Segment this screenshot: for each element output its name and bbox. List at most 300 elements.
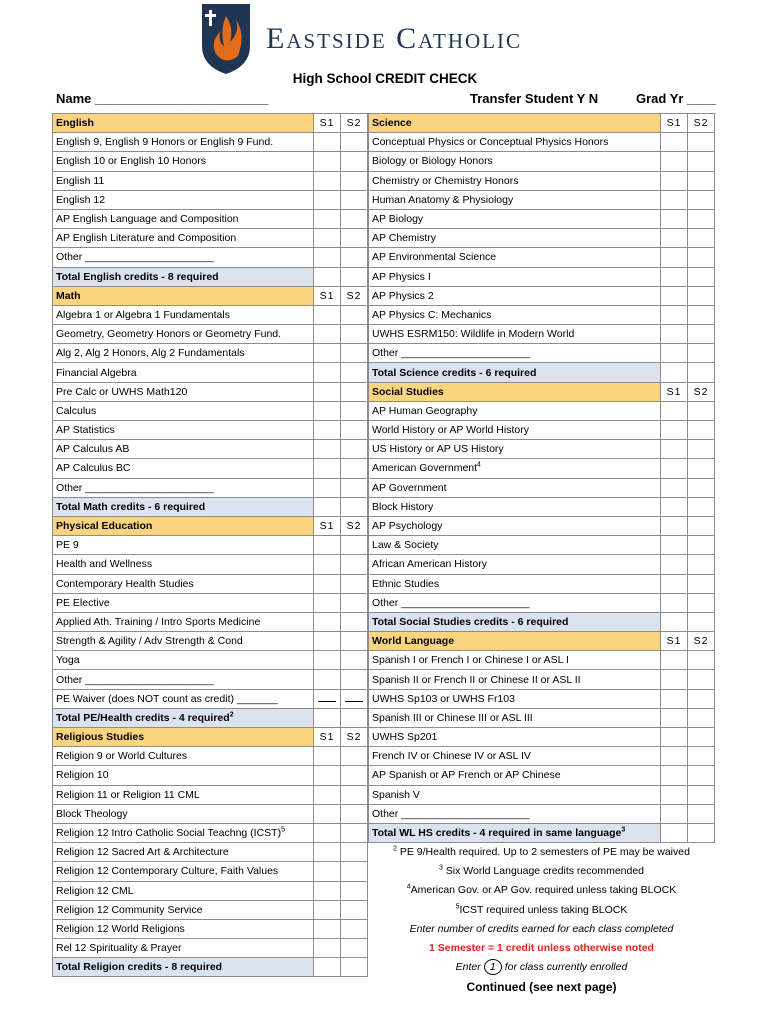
- social-section-header: [369, 382, 715, 401]
- course-row: [53, 670, 368, 689]
- course-name: AP English Literature and Composition: [56, 232, 237, 245]
- left-credit-table: [52, 113, 368, 977]
- course-row: [53, 632, 368, 651]
- semester-s2-cell[interactable]: [688, 171, 715, 190]
- semester-s2-cell[interactable]: [688, 516, 715, 535]
- course-name: AP Environmental Science: [372, 251, 497, 264]
- semester-s2-cell[interactable]: [341, 900, 368, 919]
- science-section-title: Science: [369, 114, 661, 133]
- semester-s1-cell[interactable]: [314, 190, 341, 209]
- pe-total-row: [53, 708, 368, 727]
- semester-s2-cell[interactable]: [688, 286, 715, 305]
- right-credit-table: [368, 113, 715, 843]
- course-label: [369, 689, 661, 708]
- course-row: [369, 325, 715, 344]
- semester-s1-cell[interactable]: [314, 708, 341, 727]
- course-label: [53, 325, 314, 344]
- semester-s1-cell[interactable]: [661, 823, 688, 842]
- semester-s1-cell[interactable]: [661, 574, 688, 593]
- semester-s1-cell[interactable]: [314, 804, 341, 823]
- course-row: [53, 785, 368, 804]
- semester-s1-cell[interactable]: [314, 689, 341, 708]
- semester-s1-cell[interactable]: [314, 305, 341, 324]
- course-label: [369, 267, 661, 286]
- course-label: [369, 728, 661, 747]
- semester-s1-cell[interactable]: [314, 382, 341, 401]
- course-name: Religion 12 Sacred Art & Architecture: [56, 846, 229, 859]
- semester-s2-cell[interactable]: [341, 401, 368, 420]
- course-row: [53, 823, 368, 842]
- course-row: [369, 728, 715, 747]
- semester-s1-cell[interactable]: [314, 919, 341, 938]
- semester-s2-cell[interactable]: [341, 823, 368, 842]
- course-label: [53, 363, 314, 382]
- semester-s1-cell[interactable]: [314, 171, 341, 190]
- course-label: [369, 766, 661, 785]
- circled-number: 1: [484, 959, 502, 975]
- semester-s1-header: S1: [314, 728, 341, 747]
- course-label: [53, 133, 314, 152]
- course-label: [53, 209, 314, 228]
- course-label: [369, 747, 661, 766]
- course-name: Pre Calc or UWHS Math120: [56, 385, 188, 398]
- course-name: Block History: [372, 500, 434, 513]
- semester-s1-cell[interactable]: [314, 670, 341, 689]
- semester-s2-cell[interactable]: [688, 708, 715, 727]
- course-label: [53, 421, 314, 440]
- semester-s1-cell[interactable]: [314, 209, 341, 228]
- semester-s2-cell[interactable]: [341, 478, 368, 497]
- footnotes: [368, 843, 715, 977]
- course-name: Geometry, Geometry Honors or Geometry Fund.: [56, 328, 282, 341]
- waiver-dash: [318, 692, 336, 702]
- semester-s2-cell[interactable]: [341, 363, 368, 382]
- course-name: Spanish V: [372, 788, 420, 801]
- semester-s2-cell[interactable]: [341, 421, 368, 440]
- semester-s2-cell[interactable]: [688, 497, 715, 516]
- course-name: AP Human Geography: [372, 404, 478, 417]
- course-name: English 9, English 9 Honors or English 9 Fund.: [56, 136, 274, 149]
- semester-s1-cell[interactable]: [314, 612, 341, 631]
- course-name: AP Chemistry: [372, 232, 436, 245]
- semester-s1-cell[interactable]: [661, 401, 688, 420]
- semester-s1-cell[interactable]: [314, 440, 341, 459]
- course-row: [53, 382, 368, 401]
- semester-s1-cell[interactable]: [661, 152, 688, 171]
- semester-s1-cell[interactable]: [661, 171, 688, 190]
- course-label: [53, 919, 314, 938]
- semester-s1-cell[interactable]: [314, 900, 341, 919]
- course-row: [53, 440, 368, 459]
- semester-s1-cell[interactable]: [661, 766, 688, 785]
- course-label: [369, 152, 661, 171]
- semester-s2-cell[interactable]: [688, 421, 715, 440]
- semester-s1-cell[interactable]: [661, 440, 688, 459]
- semester-s1-cell[interactable]: [314, 555, 341, 574]
- total-text: Total Math credits - 6 required: [56, 500, 206, 513]
- semester-s2-header: S2: [688, 382, 715, 401]
- semester-s2-cell[interactable]: [341, 440, 368, 459]
- semester-s1-cell[interactable]: [314, 939, 341, 958]
- course-row: [53, 344, 368, 363]
- course-label: [53, 305, 314, 324]
- course-row: [369, 267, 715, 286]
- semester-s2-cell[interactable]: [341, 804, 368, 823]
- semester-s2-cell[interactable]: [341, 459, 368, 478]
- semester-s1-cell[interactable]: [661, 133, 688, 152]
- semester-s1-cell[interactable]: [314, 497, 341, 516]
- course-label: [369, 804, 661, 823]
- semester-s1-cell[interactable]: [661, 459, 688, 478]
- semester-s2-cell[interactable]: [688, 248, 715, 267]
- semester-s2-cell[interactable]: [341, 305, 368, 324]
- semester-s1-cell[interactable]: [661, 670, 688, 689]
- course-row: [369, 133, 715, 152]
- semester-s2-cell[interactable]: [688, 305, 715, 324]
- semester-s2-cell[interactable]: [341, 843, 368, 862]
- semester-s2-header: S2: [341, 286, 368, 305]
- semester-s2-cell[interactable]: [688, 555, 715, 574]
- semester-s1-cell[interactable]: [661, 804, 688, 823]
- course-name: UWHS Sp201: [372, 731, 438, 744]
- course-row: [53, 133, 368, 152]
- semester-s2-cell[interactable]: [341, 593, 368, 612]
- semester-s2-cell[interactable]: [341, 689, 368, 708]
- semester-s2-cell[interactable]: [341, 958, 368, 977]
- course-label: [53, 881, 314, 900]
- semester-s2-cell[interactable]: [688, 152, 715, 171]
- semester-s1-cell[interactable]: [661, 728, 688, 747]
- semester-s1-cell[interactable]: [314, 248, 341, 267]
- course-row: [53, 401, 368, 420]
- course-row: [369, 478, 715, 497]
- course-label: [369, 171, 661, 190]
- course-name: Conceptual Physics or Conceptual Physics Honors: [372, 136, 609, 149]
- semester-s1-cell[interactable]: [661, 229, 688, 248]
- course-label: [369, 421, 661, 440]
- semester-s2-cell[interactable]: [688, 823, 715, 842]
- semester-s2-cell[interactable]: [341, 209, 368, 228]
- religion-section-title: Religious Studies: [53, 728, 314, 747]
- course-label: [53, 939, 314, 958]
- semester-s1-cell[interactable]: [661, 516, 688, 535]
- course-row: [53, 152, 368, 171]
- semester-s1-cell[interactable]: [314, 651, 341, 670]
- semester-s1-cell[interactable]: [314, 325, 341, 344]
- semester-s1-cell[interactable]: [661, 651, 688, 670]
- semester-s1-cell[interactable]: [661, 612, 688, 631]
- note-pe: $^2$ PE 9/Health required. Up to 2 semesters of PE may be waived: [393, 845, 690, 858]
- semester-s2-cell[interactable]: [688, 766, 715, 785]
- semester-s2-cell[interactable]: [341, 919, 368, 938]
- course-label: [53, 382, 314, 401]
- semester-s2-cell[interactable]: [341, 497, 368, 516]
- course-name: AP Physics 2: [372, 289, 434, 302]
- semester-s2-cell[interactable]: [341, 574, 368, 593]
- semester-s1-cell[interactable]: [661, 478, 688, 497]
- semester-s1-cell[interactable]: [661, 593, 688, 612]
- social-section-title: Social Studies: [369, 382, 661, 401]
- course-row: [369, 689, 715, 708]
- language-total-label: [369, 823, 661, 842]
- semester-s2-header: S2: [341, 516, 368, 535]
- semester-s2-cell[interactable]: [688, 229, 715, 248]
- semester-s1-cell[interactable]: [661, 305, 688, 324]
- note-enrolled: Enter 1 for class currently enrolled: [455, 961, 628, 974]
- english-total-label: [53, 267, 314, 286]
- semester-s1-cell[interactable]: [661, 421, 688, 440]
- course-row: [53, 919, 368, 938]
- semester-s2-cell[interactable]: [688, 536, 715, 555]
- course-label: [53, 900, 314, 919]
- semester-s1-cell[interactable]: [314, 881, 341, 900]
- waiver-dash: [345, 692, 363, 702]
- semester-s2-cell[interactable]: [341, 248, 368, 267]
- semester-s1-header: S1: [661, 382, 688, 401]
- shield-cross-icon: [200, 2, 252, 76]
- course-label: [369, 670, 661, 689]
- course-label: [53, 248, 314, 267]
- semester-s2-cell[interactable]: [341, 747, 368, 766]
- semester-s2-cell[interactable]: [688, 209, 715, 228]
- math-total-label: [53, 497, 314, 516]
- footnote-marker: 2: [229, 711, 234, 719]
- course-row: [369, 248, 715, 267]
- course-label: [53, 632, 314, 651]
- course-name: Other ______________________: [56, 481, 214, 494]
- semester-s1-cell[interactable]: [661, 497, 688, 516]
- semester-s1-cell[interactable]: [661, 747, 688, 766]
- semester-s2-cell[interactable]: [341, 344, 368, 363]
- transfer-student-field[interactable]: Transfer Student Y N: [470, 91, 599, 106]
- semester-s1-cell[interactable]: [661, 325, 688, 344]
- course-label: [53, 862, 314, 881]
- continued-label: Continued (see next page): [466, 980, 617, 994]
- semester-s1-cell[interactable]: [661, 708, 688, 727]
- course-label: [369, 574, 661, 593]
- semester-s1-cell[interactable]: [314, 785, 341, 804]
- course-label: [53, 171, 314, 190]
- semester-s1-cell[interactable]: [314, 344, 341, 363]
- semester-s1-cell[interactable]: [314, 632, 341, 651]
- course-label: [369, 133, 661, 152]
- course-label: [369, 593, 661, 612]
- semester-s2-cell[interactable]: [688, 401, 715, 420]
- course-row: [53, 862, 368, 881]
- course-label: [369, 516, 661, 535]
- semester-s2-cell[interactable]: [341, 632, 368, 651]
- course-name: Religion 12 CML: [56, 884, 134, 897]
- semester-s1-cell[interactable]: [661, 555, 688, 574]
- course-row: [53, 229, 368, 248]
- semester-s1-cell[interactable]: [661, 689, 688, 708]
- logo-wordmark: Eastside Catholic: [266, 22, 522, 55]
- english-section-title: English: [53, 114, 314, 133]
- semester-s2-cell[interactable]: [688, 190, 715, 209]
- course-row: [53, 325, 368, 344]
- total-text: Total Religion credits - 8 required: [56, 961, 223, 974]
- course-label: [53, 574, 314, 593]
- semester-s1-cell[interactable]: [314, 267, 341, 286]
- semester-s1-cell[interactable]: [661, 267, 688, 286]
- semester-s2-cell[interactable]: [688, 612, 715, 631]
- course-label: [369, 440, 661, 459]
- course-label: [53, 612, 314, 631]
- semester-s2-header: S2: [341, 114, 368, 133]
- course-name: UWHS Sp103 or UWHS Fr103: [372, 692, 515, 705]
- course-row: [53, 478, 368, 497]
- course-name: Rel 12 Spirituality & Prayer: [56, 942, 182, 955]
- semester-s2-cell[interactable]: [688, 363, 715, 382]
- semester-s2-cell[interactable]: [341, 862, 368, 881]
- semester-s2-cell[interactable]: [688, 651, 715, 670]
- semester-s1-cell[interactable]: [314, 823, 341, 842]
- course-row: [53, 421, 368, 440]
- semester-s2-cell[interactable]: [341, 555, 368, 574]
- religion-total-row: [53, 958, 368, 977]
- course-name: Algebra 1 or Algebra 1 Fundamentals: [56, 308, 230, 321]
- course-name: AP Psychology: [372, 520, 443, 533]
- course-row: [369, 804, 715, 823]
- semester-s2-cell[interactable]: [341, 171, 368, 190]
- semester-s2-cell[interactable]: [688, 440, 715, 459]
- semester-s1-cell[interactable]: [314, 593, 341, 612]
- semester-s1-cell[interactable]: [661, 363, 688, 382]
- footnote-marker: 4: [477, 461, 481, 469]
- course-row: [53, 843, 368, 862]
- semester-s2-cell[interactable]: [688, 344, 715, 363]
- semester-s1-cell[interactable]: [661, 248, 688, 267]
- semester-s2-cell[interactable]: [688, 804, 715, 823]
- course-name: PE Waiver (does NOT count as credit) _______: [56, 692, 278, 705]
- course-name: Religion 9 or World Cultures: [56, 750, 188, 763]
- total-text: Total English credits - 8 required: [56, 270, 219, 283]
- semester-s1-cell[interactable]: [314, 574, 341, 593]
- semester-s2-cell[interactable]: [688, 785, 715, 804]
- semester-s2-cell[interactable]: [688, 325, 715, 344]
- course-row: [53, 804, 368, 823]
- course-name: Religion 10: [56, 769, 109, 782]
- semester-s2-cell[interactable]: [688, 133, 715, 152]
- course-label: [53, 747, 314, 766]
- course-name: French IV or Chinese IV or ASL IV: [372, 750, 531, 763]
- semester-s1-cell[interactable]: [314, 536, 341, 555]
- course-name: Spanish II or French II or Chinese II or ASL II: [372, 673, 581, 686]
- semester-s1-cell[interactable]: [314, 478, 341, 497]
- science-total-label: [369, 363, 661, 382]
- note-icst: $^5$ICST required unless taking BLOCK: [455, 903, 628, 916]
- semester-s1-cell[interactable]: [661, 286, 688, 305]
- semester-s2-cell[interactable]: [341, 152, 368, 171]
- semester-s1-cell[interactable]: [314, 958, 341, 977]
- course-name: AP Spanish or AP French or AP Chinese: [372, 769, 561, 782]
- course-label: [53, 401, 314, 420]
- semester-s2-cell[interactable]: [341, 612, 368, 631]
- semester-s1-cell[interactable]: [661, 209, 688, 228]
- course-label: [53, 651, 314, 670]
- course-name: English 11: [56, 174, 105, 187]
- semester-s2-cell[interactable]: [341, 766, 368, 785]
- semester-s2-cell[interactable]: [341, 267, 368, 286]
- semester-s2-cell[interactable]: [341, 229, 368, 248]
- semester-s2-cell[interactable]: [688, 689, 715, 708]
- course-label: [53, 459, 314, 478]
- course-row: [53, 555, 368, 574]
- course-name: AP Government: [372, 481, 447, 494]
- semester-s1-cell[interactable]: [314, 421, 341, 440]
- semester-s1-cell[interactable]: [314, 363, 341, 382]
- note-semester-credit: 1 Semester = 1 credit unless otherwise noted: [429, 941, 654, 954]
- course-row: [369, 305, 715, 324]
- course-row: [53, 881, 368, 900]
- course-name: Religion 12 Community Service: [56, 903, 203, 916]
- semester-s2-cell[interactable]: [341, 536, 368, 555]
- semester-s1-cell[interactable]: [661, 344, 688, 363]
- course-name: AP Calculus BC: [56, 462, 131, 475]
- semester-s2-cell[interactable]: [688, 747, 715, 766]
- course-label: [369, 497, 661, 516]
- course-name: Other ______________________: [56, 673, 214, 686]
- page-title: High School CREDIT CHECK: [292, 71, 478, 86]
- semester-s2-cell[interactable]: [341, 382, 368, 401]
- semester-s1-cell[interactable]: [314, 152, 341, 171]
- course-row: [369, 229, 715, 248]
- semester-s1-cell[interactable]: [661, 536, 688, 555]
- semester-s1-cell[interactable]: [314, 843, 341, 862]
- semester-s1-header: S1: [661, 632, 688, 651]
- semester-s1-cell[interactable]: [314, 747, 341, 766]
- semester-s2-cell[interactable]: [341, 670, 368, 689]
- semester-s1-cell[interactable]: [314, 459, 341, 478]
- semester-s2-cell[interactable]: [341, 708, 368, 727]
- semester-s2-cell[interactable]: [341, 881, 368, 900]
- course-row: [369, 286, 715, 305]
- semester-s2-cell[interactable]: [341, 190, 368, 209]
- semester-s1-cell[interactable]: [314, 133, 341, 152]
- course-name: Applied Ath. Training / Intro Sports Medicine: [56, 615, 261, 628]
- semester-s2-cell[interactable]: [341, 785, 368, 804]
- semester-s2-cell[interactable]: [688, 574, 715, 593]
- semester-s2-cell[interactable]: [688, 267, 715, 286]
- semester-s1-cell[interactable]: [661, 190, 688, 209]
- course-name: US History or AP US History: [372, 443, 504, 456]
- semester-s2-cell[interactable]: [688, 728, 715, 747]
- name-field[interactable]: Name ________________________: [56, 91, 269, 106]
- course-label: [53, 766, 314, 785]
- semester-s1-cell[interactable]: [661, 785, 688, 804]
- semester-s2-cell[interactable]: [341, 939, 368, 958]
- grad-year-field[interactable]: Grad Yr ____: [636, 91, 716, 106]
- semester-s2-cell[interactable]: [688, 593, 715, 612]
- semester-s1-cell[interactable]: [314, 401, 341, 420]
- course-label: [53, 823, 314, 842]
- semester-s1-cell[interactable]: [314, 766, 341, 785]
- course-name: Calculus: [56, 404, 97, 417]
- semester-s1-cell[interactable]: [314, 229, 341, 248]
- pe-total-label: [53, 708, 314, 727]
- pe-section-title: Physical Education: [53, 516, 314, 535]
- course-row: [53, 651, 368, 670]
- semester-s2-cell[interactable]: [688, 459, 715, 478]
- religion-section-header: [53, 728, 368, 747]
- semester-s2-cell[interactable]: [688, 478, 715, 497]
- course-row: [369, 421, 715, 440]
- semester-s2-cell[interactable]: [341, 651, 368, 670]
- semester-s2-cell[interactable]: [341, 133, 368, 152]
- semester-s2-cell[interactable]: [341, 325, 368, 344]
- semester-s1-cell[interactable]: [314, 862, 341, 881]
- semester-s2-cell[interactable]: [688, 670, 715, 689]
